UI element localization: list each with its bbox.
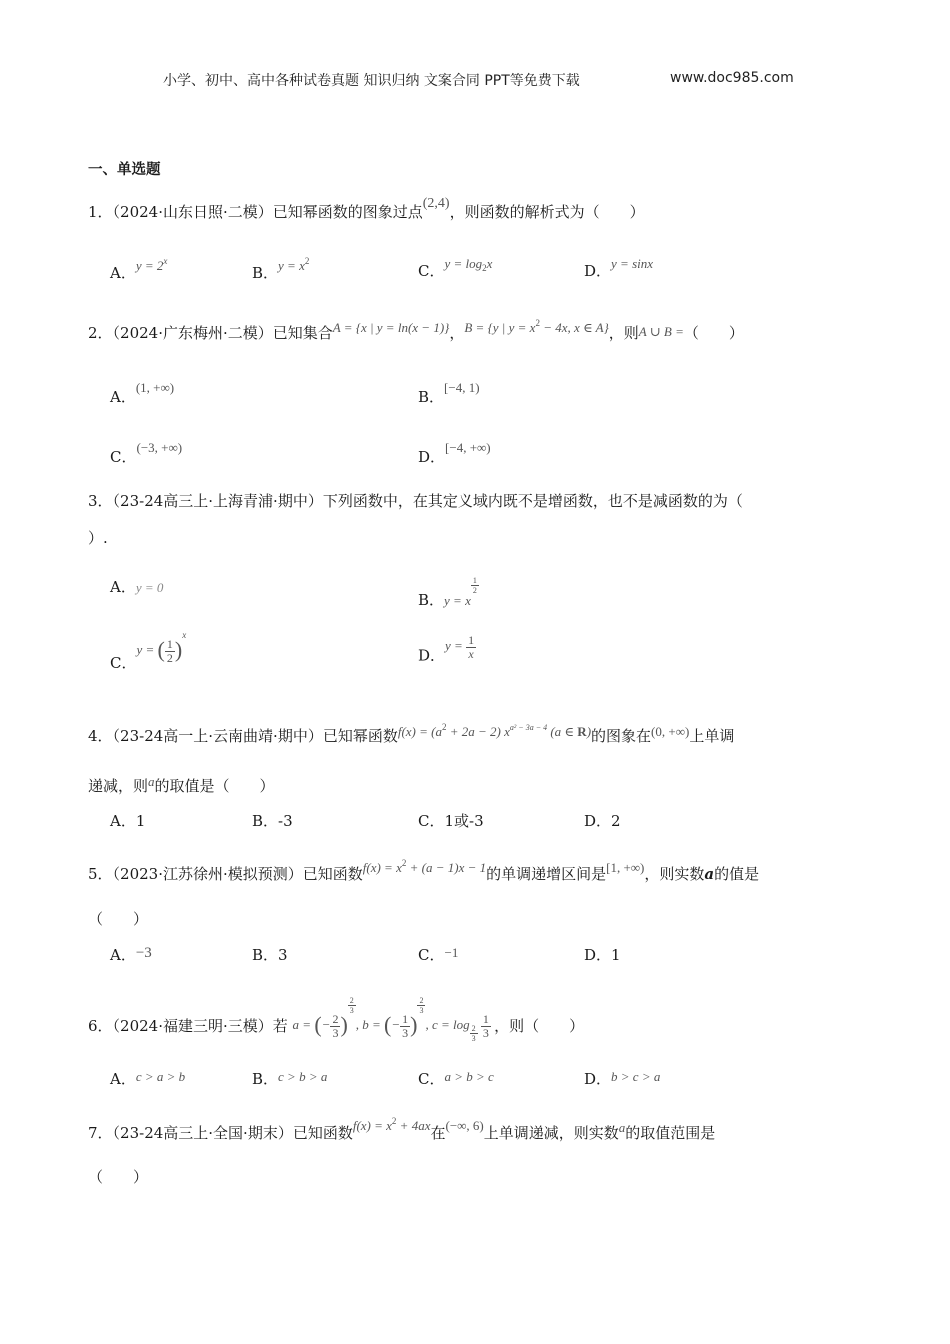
q5-option-c[interactable]: C．−1 [418, 945, 459, 964]
q3-option-a[interactable]: A．y = 0 [110, 578, 164, 596]
q5-option-b[interactable]: B．3 [252, 946, 288, 964]
question-text: （2024·福建三明·三模）若 [112, 1017, 288, 1035]
question-number: 2． [88, 324, 113, 342]
math-point: (2,4) [422, 196, 450, 211]
question-4-line2: 递减，则a的取值是（ ） [88, 774, 275, 795]
q2-option-a[interactable]: A．(1, +∞) [110, 380, 175, 406]
q5-option-d[interactable]: D．1 [584, 946, 621, 964]
q6-option-a[interactable]: A．c > a > b [110, 1069, 186, 1088]
question-text: （2024·广东梅州·二模）已知集合 [112, 324, 333, 342]
q1-option-d[interactable]: D．y = sinx [584, 256, 654, 280]
q3-option-b[interactable]: B．y = x $\frac{1}{2}$ [418, 576, 477, 609]
header-slogan: 小学、初中、高中各种试卷真题 知识归纳 文案合同 PPT等免费下载 [163, 73, 580, 89]
math-expression: a = (− $\frac{2}{3}$ ) $\frac{2}{3}$ , b = (− $\frac{1}{3}$ ) $\frac{2}{3}$ , c = log $\frac{2}{3}$ $\frac{1}{3}$ [292, 996, 489, 1043]
question-4: 4．（23-24高一上·云南曲靖·期中）已知幂函数$f(x) = (a^2 + 2a - 2)$ $x^{a^2 - 3a - 4}$ (a ∈ R)的图象在(0, +∞)上单调 [88, 722, 735, 745]
q4-option-a[interactable]: A．1 [110, 812, 146, 830]
question-3-line2: ）. [88, 529, 108, 547]
math-interval: [1, +∞) [606, 860, 645, 875]
question-text: （23-24高三上·全国·期末）已知函数 [112, 1124, 353, 1142]
math-interval: (−∞, 6) [445, 1118, 484, 1133]
q4-option-b[interactable]: B．-3 [252, 812, 293, 830]
question-text: （23-24高一上·云南曲靖·期中）已知幂函数 [112, 727, 398, 745]
question-text: （23-24高三上·上海青浦·期中）下列函数中，在其定义域内既不是增函数，也不是减函数的为（ [112, 492, 743, 510]
question-text: （2023·江苏徐州·模拟预测）已知函数 [112, 865, 363, 883]
q2-option-d[interactable]: D．[−4, +∞) [418, 440, 491, 466]
question-number: 6． [88, 1017, 113, 1035]
question-number: 1． [88, 203, 113, 221]
question-number: 7． [88, 1124, 113, 1142]
q6-option-d[interactable]: D．b > c > a [584, 1069, 661, 1088]
question-text: （2024·山东日照·二模）已知幂函数的图象过点 [112, 203, 423, 221]
q6-option-b[interactable]: B．c > b > a [252, 1069, 328, 1088]
header-site-link[interactable]: www.doc985.com [670, 70, 794, 86]
q6-option-c[interactable]: C．a > b > c [418, 1069, 494, 1088]
q5-option-a[interactable]: A．−3 [110, 945, 152, 964]
question-1 [88, 196, 645, 222]
q1-option-c[interactable]: C．$y = \log_2x$ [418, 256, 493, 280]
math-function: $f(x) = x^2 + 4ax$ [352, 1116, 431, 1133]
q4-option-d[interactable]: D．2 [584, 812, 621, 830]
q3-option-d[interactable]: D．y = $\frac{1}{x}$ [418, 633, 475, 665]
question-3 [88, 490, 743, 511]
q1-option-a[interactable]: A．$y = 2^x$ [110, 256, 168, 282]
q1-option-b[interactable]: B．$y = x^2$ [252, 256, 310, 282]
q3-option-c[interactable]: C．y = ( $\frac{1}{2}$ )$^x$ [110, 630, 187, 672]
question-6: 6．（2024·福建三明·三模）若 a = (− $\frac{2}{3}$ ) $\frac{2}{3}$ , b = (− $\frac{1}{3}$ ) $\frac{2}{3}$ , c = log $\frac{2}{3}$ $\frac{1}{3}$ ，则（ ） [88, 996, 585, 1043]
math-interval: (0, +∞) [651, 724, 690, 739]
question-5-line2: （ ） [88, 910, 149, 928]
question-number: 5． [88, 865, 113, 883]
math-function: $f(x) = (a^2 + 2a - 2)$ $x^{a^2 - 3a - 4}$ (a ∈ R) [397, 722, 592, 739]
math-set-b: B = {y | $y = x^2 - 4x$, x ∈ A} [464, 318, 609, 335]
math-set-a: A = {x | y = ln(x − 1)} [332, 320, 450, 335]
question-number: 3． [88, 492, 113, 510]
question-5: 5．（2023·江苏徐州·模拟预测）已知函数$f(x) = x^2 + (a - 1)x - 1$的单调递增区间是[1, +∞)，则实数a的值是 [88, 858, 760, 883]
math-function: $f(x) = x^2 + (a - 1)x - 1$ [362, 858, 487, 875]
q4-option-c[interactable]: C．1或-3 [418, 812, 484, 830]
question-text: ，则函数的解析式为（ ） [449, 203, 645, 221]
math-union: A ∪ B = [638, 324, 684, 339]
question-7-line2: （ ） [88, 1168, 149, 1186]
q2-option-c[interactable]: C．(−3, +∞) [110, 440, 183, 466]
section-title: 一、单选题 [88, 162, 161, 178]
question-2: 2．（2024·广东梅州·二模）已知集合A = {x | y = ln(x − 1)}，B = {y | $y = x^2 - 4x$, x ∈ A}，则A ∪ B =（ ） [88, 318, 744, 342]
q2-option-b[interactable]: B．[−4, 1) [418, 380, 480, 406]
question-number: 4． [88, 727, 113, 745]
question-7: 7．（23-24高三上·全国·期末）已知函数$f(x) = x^2 + 4ax$在(−∞, 6)上单调递减，则实数a的取值范围是 [88, 1116, 716, 1142]
